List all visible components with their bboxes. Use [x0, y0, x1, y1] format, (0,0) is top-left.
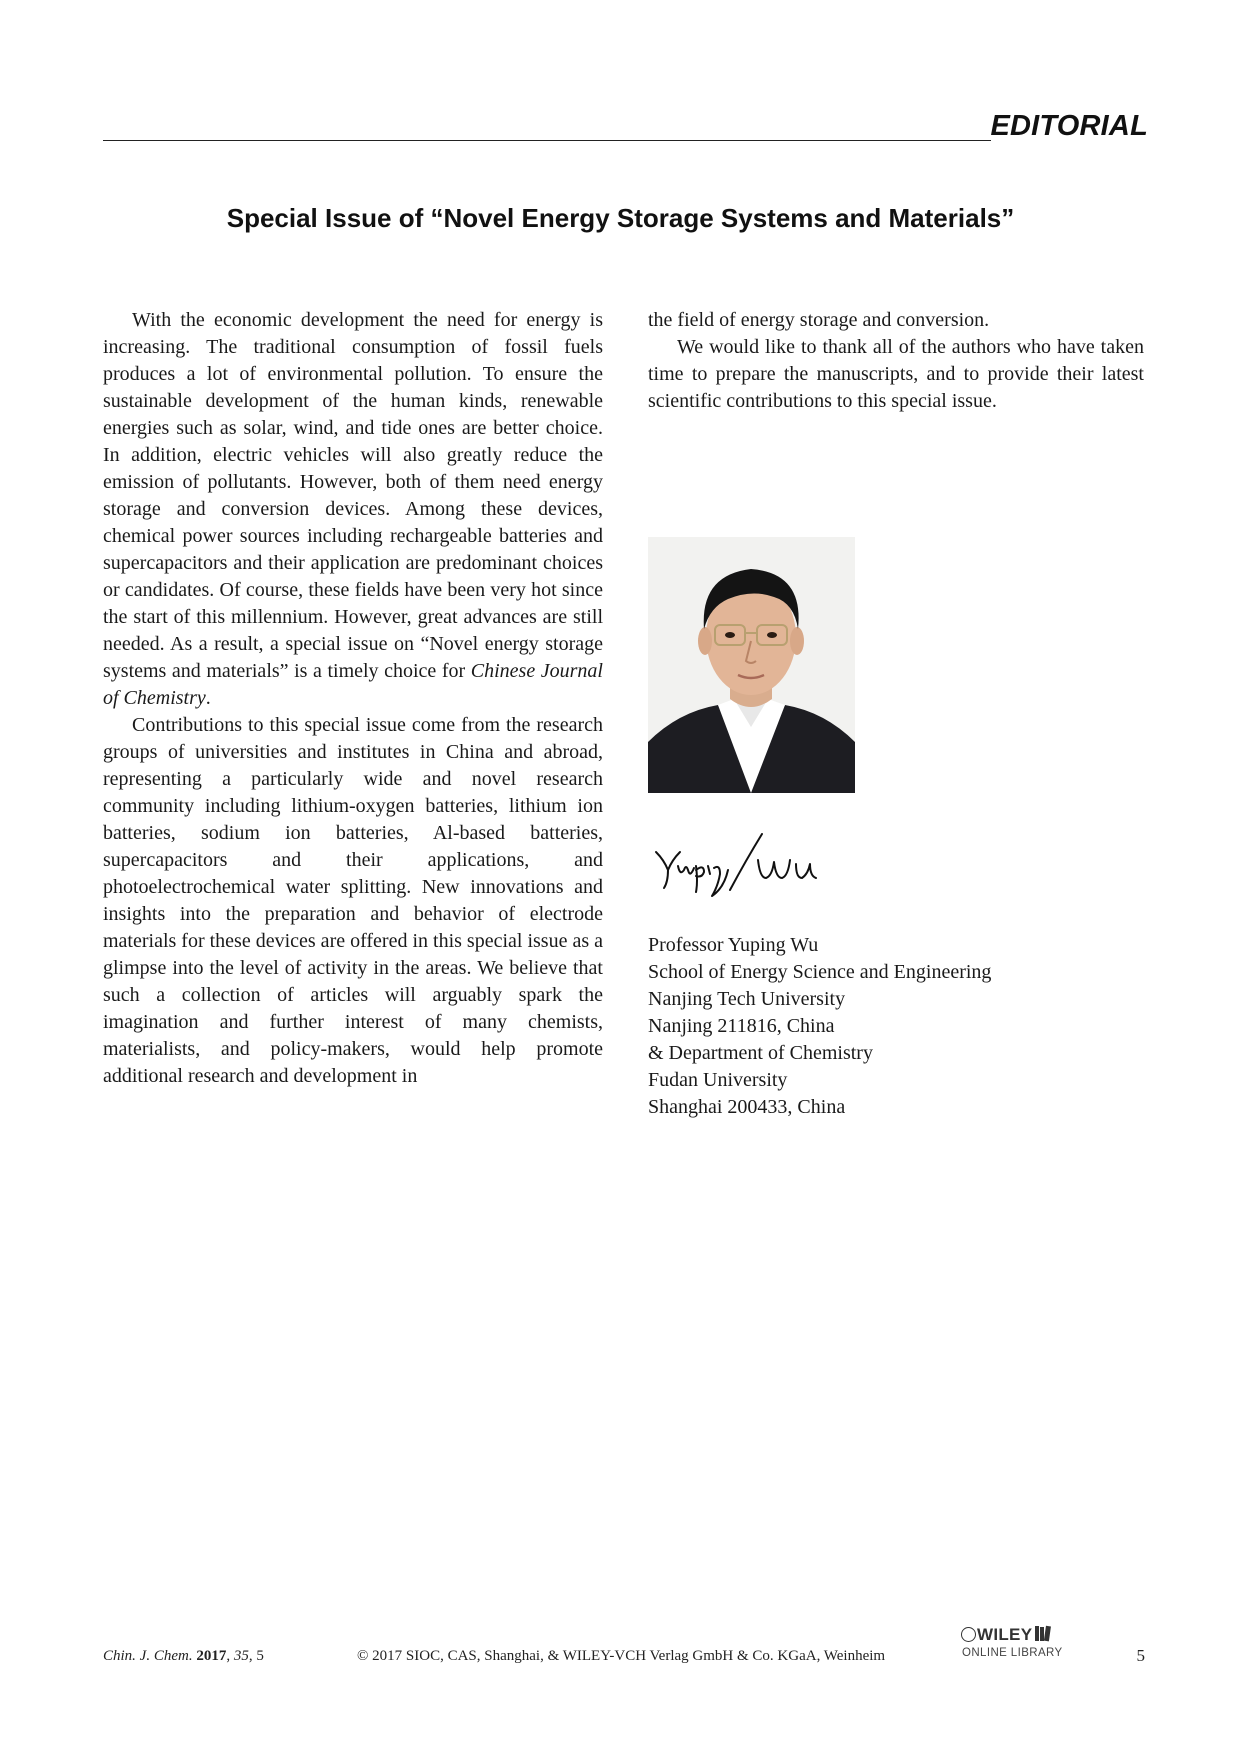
body-paragraph-3: We would like to thank all of the authors who have taken time to prepare the manuscripts, and to provide their latest scientific contributions to this special issue. — [648, 336, 1144, 412]
wiley-logo-bottom-text: ONLINE LIBRARY — [962, 1647, 1063, 1659]
body-paragraph-2: Contributions to this special issue come from the research groups of universities and institutes in China and abroad, representing a particularly wide and novel research community including lithium-oxygen batteries, lithium ion batteries, sodium ion batteries, Al-based batteries, supercapacitors and their applications, and photoelectrochemical water splitting. New innovations and insights into the preparation and behavior of electrode materials for these devices are offered in this special issue as a glimpse into the level of activity in the areas. We believe that such a collection of articles will arguably spark the imagination and further interest of many chemists, materialists, and policy-makers, would help promote additional research and development in — [103, 714, 603, 1087]
footer-citation: Chin. J. Chem. 2017, 35, 5 — [103, 1648, 264, 1664]
footer-copyright: © 2017 SIOC, CAS, Shanghai, & WILEY-VCH Verlag GmbH & Co. KGaA, Weinheim — [357, 1648, 886, 1664]
wiley-logo-top-text: WILEY — [977, 1625, 1033, 1644]
affiliation-line-university-2: Fudan University — [648, 1069, 788, 1091]
affiliation-line-department: & Department of Chemistry — [648, 1042, 873, 1064]
paragraph-1-end: . — [205, 687, 211, 709]
left-column — [103, 307, 603, 1090]
wiley-seal-icon — [961, 1627, 976, 1642]
footer-page-ref: 5 — [256, 1648, 264, 1664]
affiliation-line-city: Nanjing 211816, China — [648, 1015, 835, 1037]
books-icon — [1034, 1625, 1052, 1642]
affiliation-line-name: Professor Yuping Wu — [648, 934, 819, 956]
affiliation-line-city-2: Shanghai 200433, China — [648, 1096, 846, 1118]
page-number: 5 — [1136, 1646, 1145, 1665]
affiliation-line-university: Nanjing Tech University — [648, 988, 846, 1010]
body-paragraph-2-continued: the field of energy storage and conversion. — [648, 309, 990, 331]
wiley-online-library-logo[interactable] — [961, 1625, 1071, 1665]
author-signature — [650, 830, 820, 910]
author-affiliation — [648, 932, 991, 1121]
journal-name: Chinese Journal of Chemistry — [103, 660, 603, 709]
section-label: EDITORIAL — [990, 110, 1148, 142]
right-column — [648, 307, 1144, 415]
footer-journal-abbrev: Chin. J. Chem. — [103, 1648, 193, 1664]
affiliation-line-school: School of Energy Science and Engineering — [648, 961, 992, 983]
header-rule — [103, 140, 991, 141]
author-photo — [648, 537, 855, 793]
body-paragraph-1 — [103, 307, 603, 712]
footer-volume: 35 — [233, 1648, 249, 1664]
article-title: Special Issue of “Novel Energy Storage Systems and Materials” — [226, 203, 1015, 233]
paragraph-1-text: With the economic development the need for energy is increasing. The traditional consumption of fossil fuels produces a lot of environmental pollution. To ensure the sustainable development of the human kinds, renewable energies such as solar, wind, and tide ones are better choice. In addition, electric vehicles will also greatly reduce the emission of pollutants. However, both of them need energy storage and conversion devices. Among these devices, chemical power sources including rechargeable batteries and supercapacitors and their application are predominant choices or candidates. Of course, these fields have been very hot since the start of this millennium. However, great advances are still needed. As a result, a special issue on “Novel energy storage systems and materials” is a timely choice for — [103, 309, 603, 682]
footer-year: 2017 — [196, 1648, 227, 1664]
